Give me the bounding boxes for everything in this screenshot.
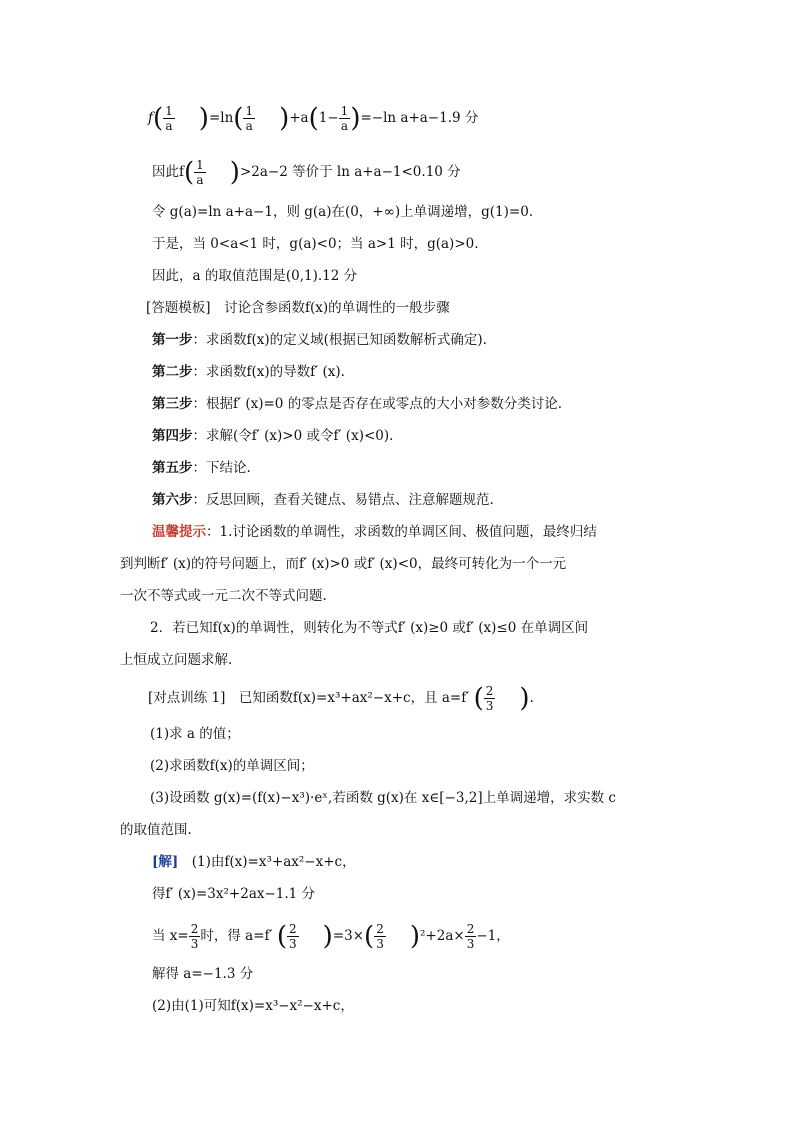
text: (1)由f(x)=x³+ax²−x+c，	[178, 854, 356, 870]
text: 当 x=	[152, 928, 189, 944]
step-text: ：下结论.	[192, 460, 251, 476]
fraction	[465, 922, 477, 951]
text: ²+2a×	[420, 928, 465, 944]
solution-3	[152, 922, 510, 951]
numerator: 1	[245, 104, 254, 118]
denominator: 3	[376, 937, 384, 951]
paren: (	[364, 921, 375, 952]
step-5	[152, 458, 251, 478]
paren: (	[153, 103, 164, 134]
text: =3×	[332, 928, 365, 944]
fraction	[189, 922, 201, 951]
paren: )	[229, 157, 240, 188]
denominator: a	[196, 173, 204, 187]
numerator: 2	[485, 684, 494, 698]
tip-text: ：1.讨论函数的单调性，求函数的单调区间、极值问题，最终归结	[206, 524, 597, 540]
tip-line: 一次不等式或一元二次不等式问题.	[120, 588, 327, 604]
numerator: 2	[289, 922, 297, 936]
step-4	[152, 426, 393, 446]
text: 因此f	[152, 164, 184, 180]
text-line: 于是，当 0<a<1 时，g(a)<0；当 a>1 时，g(a)>0.	[152, 236, 479, 252]
solution-1	[152, 852, 356, 872]
paren: (	[233, 103, 244, 134]
paren: )	[198, 103, 209, 134]
denominator: 3	[466, 937, 475, 951]
fraction	[194, 158, 206, 187]
step-label: 第二步	[152, 364, 193, 380]
text: f	[148, 110, 153, 126]
paren: (	[308, 103, 319, 134]
tip-label: 温馨提示	[152, 524, 206, 540]
numerator: 1	[165, 104, 173, 118]
fraction	[484, 684, 496, 713]
step-label: 第五步	[152, 460, 193, 476]
question-3: (3)设函数 g(x)=(f(x)−x³)·eˣ,若函数 g(x)在 x∈[−3,2]上单调递增，求实数 c	[150, 790, 616, 806]
fraction	[374, 922, 386, 951]
step-text: ：根据f′ (x)=0 的零点是否存在或零点的大小对参数分类讨论.	[192, 396, 562, 412]
text: .	[529, 690, 534, 706]
paren: )	[322, 921, 333, 952]
paren: )	[519, 683, 530, 714]
text: −1，	[476, 928, 510, 944]
step-text: ：求解(令f′ (x)>0 或令f′ (x)<0).	[192, 428, 394, 444]
eq-line-2	[152, 158, 461, 187]
numerator: 1	[340, 104, 349, 118]
step-3	[152, 394, 562, 414]
text: 时，得 a=f′	[200, 928, 273, 944]
paren: )	[409, 921, 420, 952]
fraction	[163, 104, 175, 133]
step-1	[152, 330, 487, 350]
denominator: 3	[485, 699, 494, 713]
step-label: 第六步	[152, 492, 193, 508]
tip-line	[152, 522, 597, 542]
step-text: ：求函数f(x)的导数f′ (x).	[192, 364, 345, 380]
paren: (	[276, 921, 288, 952]
step-label: 第四步	[152, 428, 193, 444]
eq-line-1	[148, 104, 478, 133]
step-6	[152, 490, 494, 510]
numerator: 2	[466, 922, 475, 936]
text: >2a−2 等价于 ln a+a−1<0.10 分	[239, 164, 461, 180]
denominator: a	[245, 119, 253, 133]
text: =−ln a+a−1.9 分	[360, 110, 479, 126]
numerator: 2	[376, 922, 384, 936]
denominator: a	[165, 119, 173, 133]
solution-4: 解得 a=−1.3 分	[152, 966, 254, 982]
solution-2: 得f′ (x)=3x²+2ax−1.1 分	[152, 886, 316, 902]
solution-label: [解]	[152, 854, 179, 870]
step-label: 第一步	[152, 332, 193, 348]
fraction	[287, 922, 299, 951]
denominator: 3	[289, 937, 297, 951]
step-text: ：反思回顾，查看关键点、易错点、注意解题规范.	[192, 492, 494, 508]
paren: (	[184, 157, 195, 188]
question-3-cont: 的取值范围.	[120, 822, 192, 838]
text: [对点训练 1] 已知函数f(x)=x³+ax²−x+c，且 a=f′	[148, 690, 470, 706]
denominator: 3	[190, 937, 199, 951]
solution-5: (2)由(1)可知f(x)=x³−x²−x+c，	[152, 998, 354, 1014]
question-2: (2)求函数f(x)的单调区间；	[150, 758, 314, 774]
denominator: a	[340, 119, 349, 133]
text: 1−	[318, 110, 339, 126]
numerator: 2	[190, 922, 199, 936]
tip-line: 到判断f′ (x)的符号问题上，而f′ (x)>0 或f′ (x)<0，最终可转化为一个一元	[120, 556, 567, 572]
step-label: 第三步	[152, 396, 193, 412]
fraction	[243, 104, 255, 133]
paren: (	[473, 683, 484, 714]
numerator: 1	[196, 158, 204, 172]
fraction	[339, 104, 351, 133]
paren: )	[279, 103, 290, 134]
step-text: ：求函数f(x)的定义域(根据已知函数解析式确定).	[192, 332, 487, 348]
text: =ln	[208, 110, 234, 126]
exercise-heading	[148, 684, 534, 713]
paren: )	[350, 103, 361, 134]
step-2	[152, 362, 345, 382]
question-1: (1)求 a 的值；	[150, 726, 240, 742]
text-line: 令 g(a)=ln a+a−1，则 g(a)在(0，+∞)上单调递增，g(1)=0.	[152, 204, 534, 220]
tip-line: 上恒成立问题求解.	[120, 652, 233, 668]
tip-line: 2．若已知f(x)的单调性，则转化为不等式f′ (x)≥0 或f′ (x)≤0 在单调区间	[150, 620, 589, 636]
template-heading: [答题模板] 讨论含参函数f(x)的单调性的一般步骤	[146, 300, 450, 316]
text-line: 因此，a 的取值范围是(0,1).12 分	[152, 268, 358, 284]
text: +a	[289, 110, 309, 126]
